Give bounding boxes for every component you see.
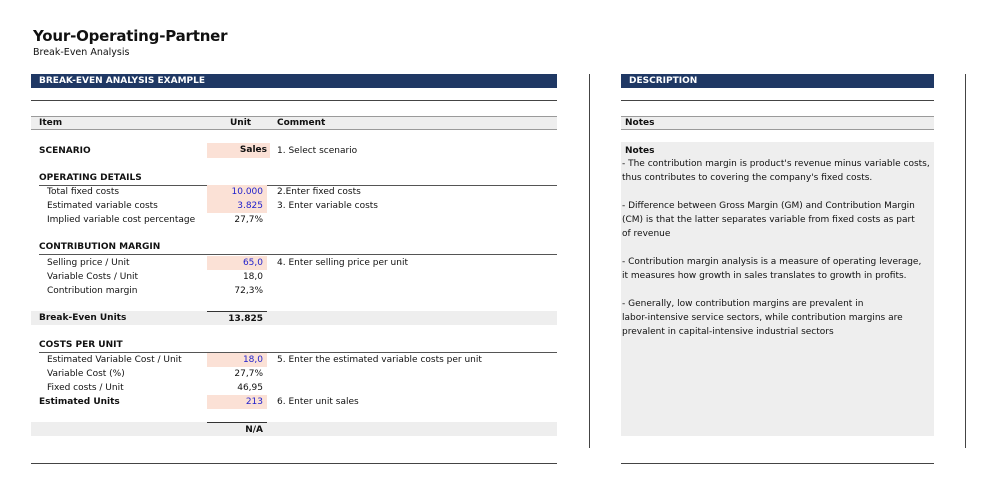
scenario-label: SCENARIO xyxy=(39,146,91,156)
description-banner: DESCRIPTION xyxy=(621,74,934,88)
page-title: Your-Operating-Partner xyxy=(33,27,228,45)
selling-price-input[interactable]: 65,0 xyxy=(207,256,267,270)
final-row-bg xyxy=(31,422,557,436)
section-heading-contribution-margin: CONTRIBUTION MARGIN xyxy=(39,240,557,255)
panel-separator xyxy=(589,74,590,448)
est-variable-cost-unit-comment: 5. Enter the estimated variable costs per unit xyxy=(277,355,482,365)
contribution-margin-value: 72,3% xyxy=(234,286,263,296)
panel-border-right xyxy=(965,74,966,448)
estimated-units-comment: 6. Enter unit sales xyxy=(277,397,359,407)
scenario-select[interactable]: Sales xyxy=(207,143,270,158)
divider xyxy=(31,100,557,101)
fixed-costs-unit-value: 46,95 xyxy=(237,383,263,393)
selling-price-comment: 4. Enter selling price per unit xyxy=(277,258,408,268)
break-even-label: Break-Even Units xyxy=(39,313,127,323)
divider xyxy=(621,100,934,101)
total-fixed-costs-comment: 2.Enter fixed costs xyxy=(277,187,361,197)
notes-header-label: Notes xyxy=(625,118,655,128)
variable-cost-pct-value: 27,7% xyxy=(234,369,263,379)
column-header-unit: Unit xyxy=(230,118,252,128)
estimated-variable-costs-label: Estimated variable costs xyxy=(47,201,158,211)
notes-body: - The contribution margin is product's revenue minus variable costs, thus contributes to covering the company's fixed costs. - Difference between Gross Margin (GM) and Contribution Margin (CM) is that the latter separates variable from fixed costs as part of revenue - Contribution margin analysis is a measure of operating leverage, it measures how growth in sales translates to growth in profits. - Generally, low contribution margins are prevalent in labor-intensive service sectors, while contribution margins are prevalent in capital-intensive industrial sectors xyxy=(622,159,930,337)
column-header-item: Item xyxy=(39,118,63,128)
total-fixed-costs-input[interactable]: 10.000 xyxy=(207,185,267,199)
section-heading-operating-details: OPERATING DETAILS xyxy=(39,171,557,186)
variable-costs-unit-label: Variable Costs / Unit xyxy=(47,272,139,282)
notes-header-row xyxy=(621,116,934,130)
total-fixed-costs-label: Total fixed costs xyxy=(47,187,120,197)
estimated-units-label: Estimated Units xyxy=(39,397,120,407)
fixed-costs-unit-label: Fixed costs / Unit xyxy=(47,383,124,393)
contribution-margin-label: Contribution margin xyxy=(47,286,138,296)
variable-costs-unit-value: 18,0 xyxy=(242,272,263,282)
implied-variable-cost-pct-label: Implied variable cost percentage xyxy=(47,215,196,225)
est-variable-cost-unit-label: Estimated Variable Cost / Unit xyxy=(47,355,182,365)
selling-price-label: Selling price / Unit xyxy=(47,258,130,268)
divider xyxy=(31,463,557,464)
estimated-units-input[interactable]: 213 xyxy=(207,395,267,409)
column-header-comment: Comment xyxy=(277,118,326,128)
scenario-comment: 1. Select scenario xyxy=(277,146,358,156)
implied-variable-cost-pct-value: 27,7% xyxy=(234,215,263,225)
variable-cost-pct-label: Variable Cost (%) xyxy=(47,369,125,379)
section-heading-costs-per-unit: COSTS PER UNIT xyxy=(39,338,557,353)
break-even-value: 13.825 xyxy=(207,311,267,326)
divider xyxy=(621,463,934,464)
final-result-value: N/A xyxy=(207,422,267,437)
notes-title: Notes xyxy=(625,146,655,156)
estimated-variable-costs-input[interactable]: 3.825 xyxy=(207,199,267,213)
est-variable-cost-unit-input[interactable]: 18,0 xyxy=(207,353,267,367)
analysis-banner: BREAK-EVEN ANALYSIS EXAMPLE xyxy=(31,74,557,88)
page-subtitle: Break-Even Analysis xyxy=(33,47,130,58)
estimated-variable-costs-comment: 3. Enter variable costs xyxy=(277,201,378,211)
